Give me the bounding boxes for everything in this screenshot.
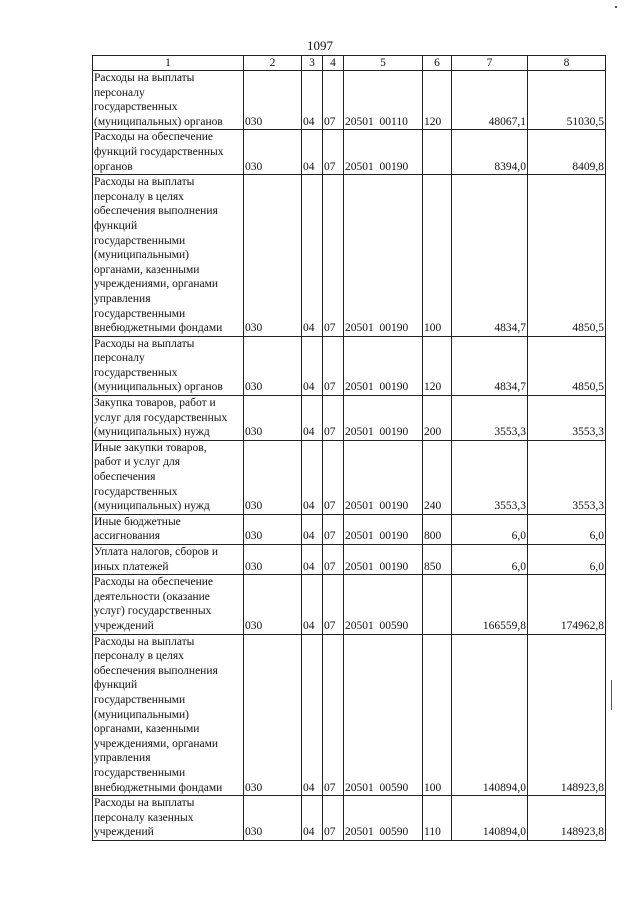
expense-type-cell: 120 <box>423 71 452 130</box>
expense-type-cell <box>423 130 452 175</box>
amount-2019-cell: 8409,8 <box>528 130 606 175</box>
item-name-line: обеспечения выполнения <box>94 205 218 218</box>
target-article-cell: 20501 00190 <box>344 336 423 395</box>
section-cell: 04 <box>302 545 323 575</box>
amount-2018-cell: 48067,1 <box>452 71 528 130</box>
item-name-line: Расходы на выплаты <box>94 72 195 84</box>
item-name-line: учреждений <box>94 826 154 839</box>
target-article-cell: 20501 00590 <box>344 575 423 634</box>
item-name-line: государственными <box>94 693 186 706</box>
code-cell: 030 <box>244 796 302 841</box>
subsection-cell: 07 <box>323 796 344 841</box>
item-name-line: внебюджетными фондами <box>94 322 223 335</box>
expense-type-cell: 850 <box>423 545 452 575</box>
item-name-line: Расходы на выплаты <box>94 797 195 810</box>
table-row <box>93 575 606 634</box>
item-name-line: учреждениями, органами <box>94 737 219 750</box>
item-name-line: Расходы на выплаты <box>94 337 195 350</box>
expense-type-cell: 100 <box>423 175 452 337</box>
section-cell: 04 <box>302 514 323 544</box>
table-row <box>93 130 606 175</box>
item-name-line: органов <box>94 160 133 173</box>
amount-2018-cell: 4834,7 <box>452 175 528 337</box>
header-cell-3: 3 <box>302 56 323 71</box>
item-name-cell <box>93 545 244 575</box>
item-name-line: обеспечения <box>94 471 156 484</box>
item-name-line: учреждений <box>94 619 154 632</box>
item-name-cell <box>93 440 244 514</box>
item-name-line: внебюджетными фондами <box>94 781 223 794</box>
amount-2019-cell: 4850,5 <box>528 175 606 337</box>
item-name-line: иных платежей <box>94 560 169 573</box>
table-row <box>93 545 606 575</box>
expense-type-cell: 120 <box>423 336 452 395</box>
item-name-cell <box>93 396 244 441</box>
code-cell: 030 <box>244 514 302 544</box>
item-name-cell <box>93 175 244 337</box>
item-name-line: государственных <box>94 101 178 114</box>
item-name-line: (муниципальными) <box>94 249 189 262</box>
code-cell: 030 <box>244 545 302 575</box>
item-name-cell <box>93 796 244 841</box>
code-cell: 030 <box>244 634 302 796</box>
expense-type-cell: 100 <box>423 634 452 796</box>
item-name-line: управления <box>94 752 151 765</box>
section-cell: 04 <box>302 175 323 337</box>
item-name-line: Иные бюджетные <box>94 515 181 528</box>
table-row <box>93 175 606 337</box>
item-name-line: (муниципальных) нужд <box>94 426 210 439</box>
header-cell-5: 5 <box>344 56 423 71</box>
item-name-line: функций государственных <box>94 145 224 158</box>
amount-2019-cell: 4850,5 <box>528 336 606 395</box>
item-name-line: Иные закупки товаров, <box>94 441 207 454</box>
item-name-line: функций <box>94 219 138 232</box>
item-name-line: персоналу <box>94 352 145 365</box>
table-row <box>93 634 606 796</box>
item-name-line: функций <box>94 679 138 692</box>
target-article-cell: 20501 00190 <box>344 396 423 441</box>
target-article-cell: 20501 00590 <box>344 634 423 796</box>
subsection-cell: 07 <box>323 336 344 395</box>
header-cell-1: 1 <box>93 56 244 71</box>
table-row <box>93 396 606 441</box>
section-cell: 04 <box>302 130 323 175</box>
section-cell: 04 <box>302 440 323 514</box>
item-name-line: Уплата налогов, сборов и <box>94 546 218 558</box>
item-name-cell <box>93 575 244 634</box>
header-row <box>93 56 606 71</box>
item-name-line: учреждениями, органами <box>94 278 219 291</box>
code-cell: 030 <box>244 175 302 337</box>
item-name-cell <box>93 514 244 544</box>
item-name-line: персоналу в целях <box>94 650 184 663</box>
item-name-line: государственных <box>94 366 178 379</box>
target-article-cell: 20501 00190 <box>344 175 423 337</box>
item-name-line: государственными <box>94 234 186 247</box>
section-cell: 04 <box>302 71 323 130</box>
header-cell-7: 7 <box>452 56 528 71</box>
item-name-line: персоналу казенных <box>94 811 194 824</box>
subsection-cell: 07 <box>323 514 344 544</box>
amount-2018-cell: 4834,7 <box>452 336 528 395</box>
expense-type-cell: 800 <box>423 514 452 544</box>
amount-2018-cell: 140894,0 <box>452 634 528 796</box>
table-row <box>93 796 606 841</box>
subsection-cell: 07 <box>323 634 344 796</box>
subsection-cell: 07 <box>323 175 344 337</box>
amount-2019-cell: 148923,8 <box>528 634 606 796</box>
item-name-line: Расходы на выплаты <box>94 176 195 189</box>
item-name-line: органами, казенными <box>94 723 200 736</box>
target-article-cell: 20501 00110 <box>344 71 423 130</box>
amount-2018-cell: 6,0 <box>452 514 528 544</box>
code-cell: 030 <box>244 336 302 395</box>
item-name-line: (муниципальных) органов <box>94 381 223 394</box>
item-name-line: услуг для государственных <box>94 411 228 424</box>
item-name-line: ассигнования <box>94 530 161 543</box>
amount-2019-cell: 6,0 <box>528 545 606 575</box>
amount-2018-cell: 3553,3 <box>452 396 528 441</box>
target-article-cell: 20501 00190 <box>344 514 423 544</box>
subsection-cell: 07 <box>323 440 344 514</box>
header-cell-8: 8 <box>528 56 606 71</box>
subsection-cell: 07 <box>323 130 344 175</box>
section-cell: 04 <box>302 396 323 441</box>
amount-2019-cell: 148923,8 <box>528 796 606 841</box>
item-name-line: Расходы на выплаты <box>94 635 195 648</box>
item-name-cell <box>93 71 244 130</box>
item-name-line: персоналу <box>94 86 145 99</box>
item-name-line: услуг) государственных <box>94 605 212 618</box>
scan-mark <box>615 6 617 8</box>
code-cell: 030 <box>244 440 302 514</box>
amount-2018-cell: 3553,3 <box>452 440 528 514</box>
amount-2019-cell: 51030,5 <box>528 71 606 130</box>
section-cell: 04 <box>302 634 323 796</box>
item-name-line: органами, казенными <box>94 263 200 276</box>
amount-2019-cell: 174962,8 <box>528 575 606 634</box>
budget-table <box>92 55 606 841</box>
subsection-cell: 07 <box>323 71 344 130</box>
amount-2018-cell: 140894,0 <box>452 796 528 841</box>
amount-2019-cell: 3553,3 <box>528 396 606 441</box>
amount-2019-cell: 3553,3 <box>528 440 606 514</box>
code-cell: 030 <box>244 575 302 634</box>
code-cell: 030 <box>244 71 302 130</box>
target-article-cell: 20501 00190 <box>344 440 423 514</box>
table-row <box>93 440 606 514</box>
item-name-line: (муниципальных) нужд <box>94 500 210 513</box>
item-name-line: персоналу в целях <box>94 190 184 203</box>
item-name-line: государственных <box>94 485 178 498</box>
item-name-line: Расходы на обеспечение <box>94 131 213 144</box>
section-cell: 04 <box>302 796 323 841</box>
header-cell-6: 6 <box>423 56 452 71</box>
subsection-cell: 07 <box>323 396 344 441</box>
page-number: 1097 <box>307 38 333 53</box>
table-row <box>93 71 606 130</box>
item-name-cell <box>93 130 244 175</box>
item-name-line: (муниципальными) <box>94 708 189 721</box>
subsection-cell: 07 <box>323 575 344 634</box>
expense-type-cell <box>423 575 452 634</box>
item-name-line: государственными <box>94 307 186 320</box>
scan-mark <box>611 680 612 710</box>
section-cell: 04 <box>302 575 323 634</box>
amount-2018-cell: 8394,0 <box>452 130 528 175</box>
target-article-cell: 20501 00190 <box>344 545 423 575</box>
amount-2018-cell: 6,0 <box>452 545 528 575</box>
expense-type-cell: 110 <box>423 796 452 841</box>
code-cell: 030 <box>244 130 302 175</box>
target-article-cell: 20501 00590 <box>344 796 423 841</box>
amount-2018-cell: 166559,8 <box>452 575 528 634</box>
subsection-cell: 07 <box>323 545 344 575</box>
code-cell: 030 <box>244 396 302 441</box>
item-name-cell <box>93 634 244 796</box>
item-name-line: работ и услуг для <box>94 456 181 469</box>
target-article-cell: 20501 00190 <box>344 130 423 175</box>
table-row <box>93 336 606 395</box>
table-row <box>93 514 606 544</box>
expense-type-cell: 240 <box>423 440 452 514</box>
header-cell-4: 4 <box>323 56 344 71</box>
item-name-line: государственными <box>94 766 186 779</box>
item-name-line: деятельности (оказание <box>94 590 210 603</box>
item-name-line: Расходы на обеспечение <box>94 576 213 589</box>
header-cell-2: 2 <box>244 56 302 71</box>
expense-type-cell: 200 <box>423 396 452 441</box>
item-name-line: (муниципальных) органов <box>94 115 223 128</box>
item-name-line: обеспечения выполнения <box>94 664 218 677</box>
item-name-line: Закупка товаров, работ и <box>94 397 216 410</box>
item-name-line: управления <box>94 292 151 305</box>
amount-2019-cell: 6,0 <box>528 514 606 544</box>
section-cell: 04 <box>302 336 323 395</box>
item-name-cell <box>93 336 244 395</box>
